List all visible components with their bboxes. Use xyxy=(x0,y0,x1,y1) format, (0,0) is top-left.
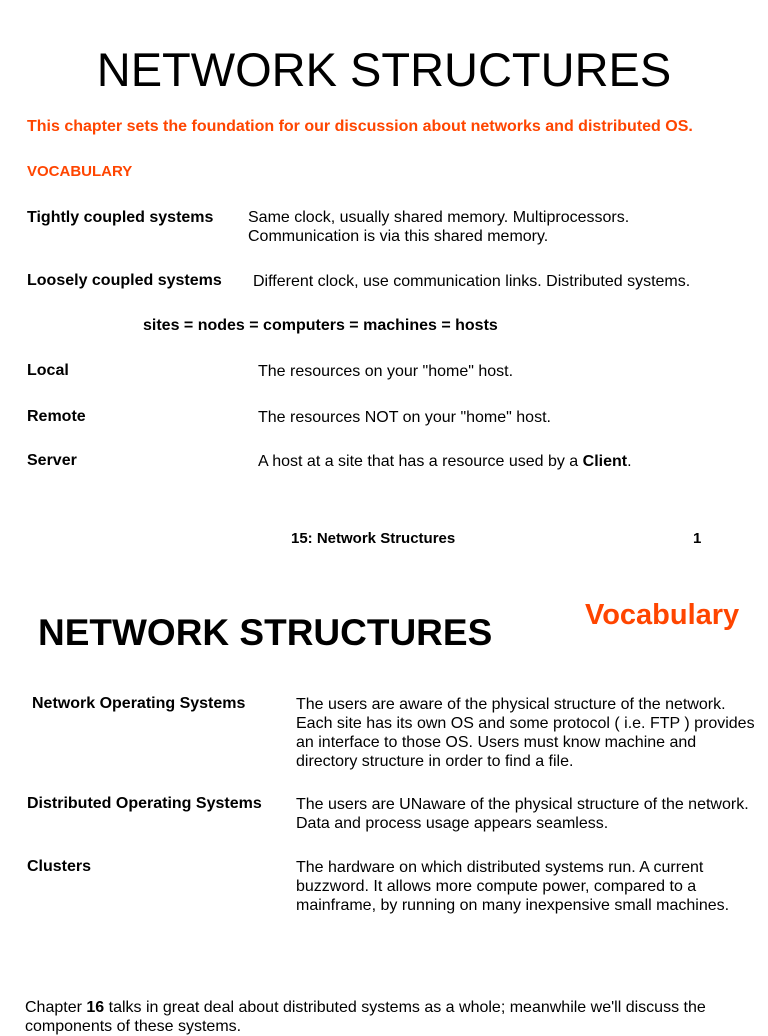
term-server: Server xyxy=(27,452,77,469)
def-clusters: The hardware on which distributed systems run. A current buzzword. It allows more compute power, compared to a mainframe, by running on many inexpensive small machines. xyxy=(296,859,730,914)
term-network-os: Network Operating Systems xyxy=(32,695,246,712)
term-local: Local xyxy=(27,362,69,379)
def-distributed-os: The users are UNaware of the physical structure of the network. Data and process usage appears seamless. xyxy=(296,796,749,832)
vocabulary-heading: VOCABULARY xyxy=(27,163,133,180)
def-local: The resources on your "home" host. xyxy=(258,363,514,380)
def-server-period: . xyxy=(627,453,632,470)
def-server-client: Client xyxy=(582,453,628,470)
def-tightly-coupled-line1: Same clock, usually shared memory. Multiprocessors. xyxy=(248,209,630,226)
chapter-note-text: talks in great deal about distributed systems as a whole; meanwhile we'll discuss the components of these systems. xyxy=(25,999,706,1035)
chapter-note-prefix: Chapter xyxy=(25,999,87,1016)
def-network-os: The users are aware of the physical structure of the network. Each site has its own OS and some protocol ( i.e. FTP ) provides an interface to those OS. Users must know machine and directory structure in order to find a file. xyxy=(296,696,755,770)
term-clusters: Clusters xyxy=(27,858,92,875)
def-tightly-coupled-line2: Communication is via this shared memory. xyxy=(248,228,549,245)
term-remote: Remote xyxy=(27,408,86,425)
def-server-text: A host at a site that has a resource used by a xyxy=(258,453,583,470)
term-loosely-coupled: Loosely coupled systems xyxy=(27,272,222,289)
intro-text: This chapter sets the foundation for our discussion about networks and distributed OS. xyxy=(27,118,693,135)
chapter-number: 16 xyxy=(86,999,105,1016)
footer-title: 15: Network Structures xyxy=(291,530,456,547)
term-distributed-os: Distributed Operating Systems xyxy=(27,795,262,812)
page-title-2: NETWORK STRUCTURES xyxy=(38,612,493,653)
footer-page-number: 1 xyxy=(693,530,702,547)
def-remote: The resources NOT on your "home" host. xyxy=(258,409,551,426)
term-tightly-coupled: Tightly coupled systems xyxy=(27,209,214,226)
def-loosely-coupled: Different clock, use communication links. Distributed systems. xyxy=(253,273,691,290)
vocabulary-badge: Vocabulary xyxy=(585,599,740,631)
def-server xyxy=(258,452,632,471)
equivalence-line: sites = nodes = computers = machines = hosts xyxy=(143,317,498,334)
chapter-note xyxy=(25,998,765,1036)
page-title: NETWORK STRUCTURES xyxy=(96,43,672,96)
